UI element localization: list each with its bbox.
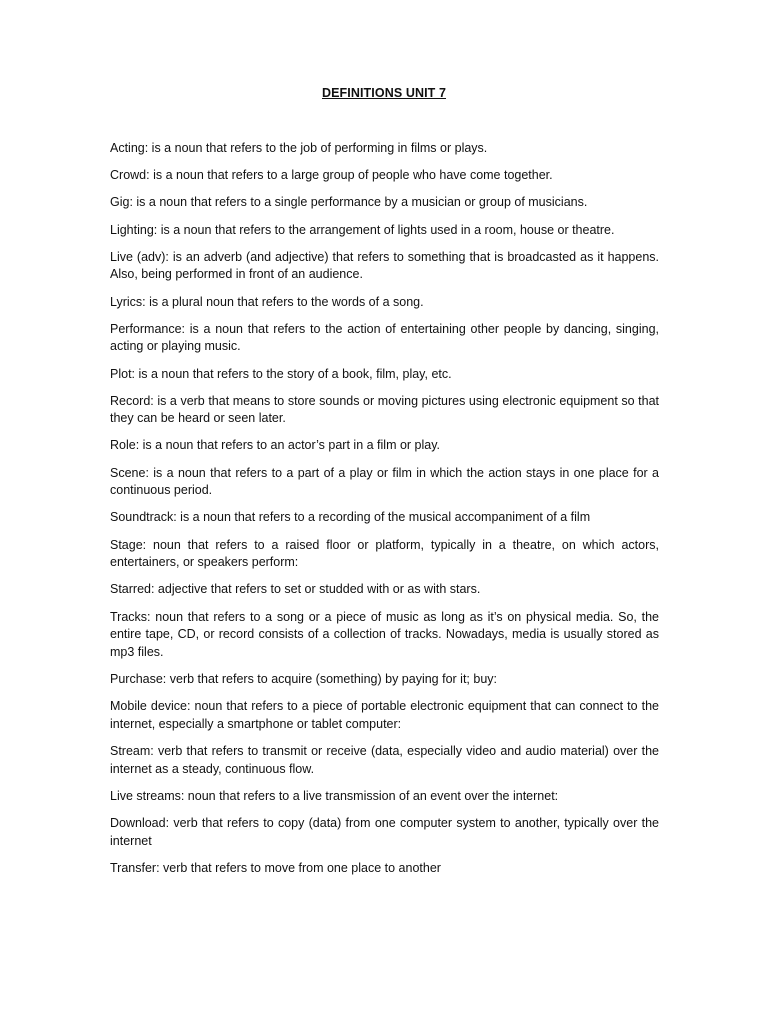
definition-soundtrack: Soundtrack: is a noun that refers to a recording of the musical accompaniment of a film [110,510,591,525]
definition-download: Download: verb that refers to copy (data) from one computer system to another, typically over the internet [110,815,659,848]
definition-scene: Scene: is a noun that refers to a part of a play or film in which the action stays in one place for a continuous period. [110,465,659,498]
definition-role: Role: is a noun that refers to an actor’s part in a film or play. [110,438,441,453]
definition-tracks: Tracks: noun that refers to a song or a piece of music as long as it’s on physical media. So, the entire tape, CD, or record consists of a collection of tracks. Nowadays, media is usually stored as mp3 files. [110,609,659,659]
definition-live: Live (adv): is an adverb (and adjective) that refers to something that is broadcasted as it happens. Also, being performed in front of an audience. [110,249,659,282]
definitions-list [110,140,659,887]
definition-live-streams: Live streams: noun that refers to a live transmission of an event over the internet: [110,788,559,803]
definition-lighting: Lighting: is a noun that refers to the arrangement of lights used in a room, house or theatre. [110,222,615,237]
definition-acting: Acting: is a noun that refers to the job of performing in films or plays. [110,141,488,155]
definition-stage: Stage: noun that refers to a raised floor or platform, typically in a theatre, on which actors, entertainers, or speakers perform: [110,537,659,570]
definition-purchase: Purchase: verb that refers to acquire (something) by paying for it; buy: [110,671,497,686]
definition-stream: Stream: verb that refers to transmit or receive (data, especially video and audio material) over the internet as a steady, continuous flow. [110,743,659,776]
definition-crowd: Crowd: is a noun that refers to a large group of people who have come together. [110,168,553,183]
document-title: DEFINITIONS UNIT 7 [321,86,447,100]
definition-record: Record: is a verb that means to store sounds or moving pictures using electronic equipment so that they can be heard or seen later. [110,393,659,426]
definition-starred: Starred: adjective that refers to set or studded with or as with stars. [110,582,481,597]
definition-plot: Plot: is a noun that refers to the story of a book, film, play, etc. [110,366,452,381]
definition-transfer: Transfer: verb that refers to move from one place to another [110,860,441,875]
definition-performance: Performance: is a noun that refers to the action of entertaining other people by dancing, singing, acting or playing music. [110,321,659,354]
definition-lyrics: Lyrics: is a plural noun that refers to the words of a song. [110,294,424,309]
definition-gig: Gig: is a noun that refers to a single performance by a musician or group of musicians. [110,195,588,210]
definition-mobile-device: Mobile device: noun that refers to a piece of portable electronic equipment that can connect to the internet, especially a smartphone or tablet computer: [110,699,659,731]
